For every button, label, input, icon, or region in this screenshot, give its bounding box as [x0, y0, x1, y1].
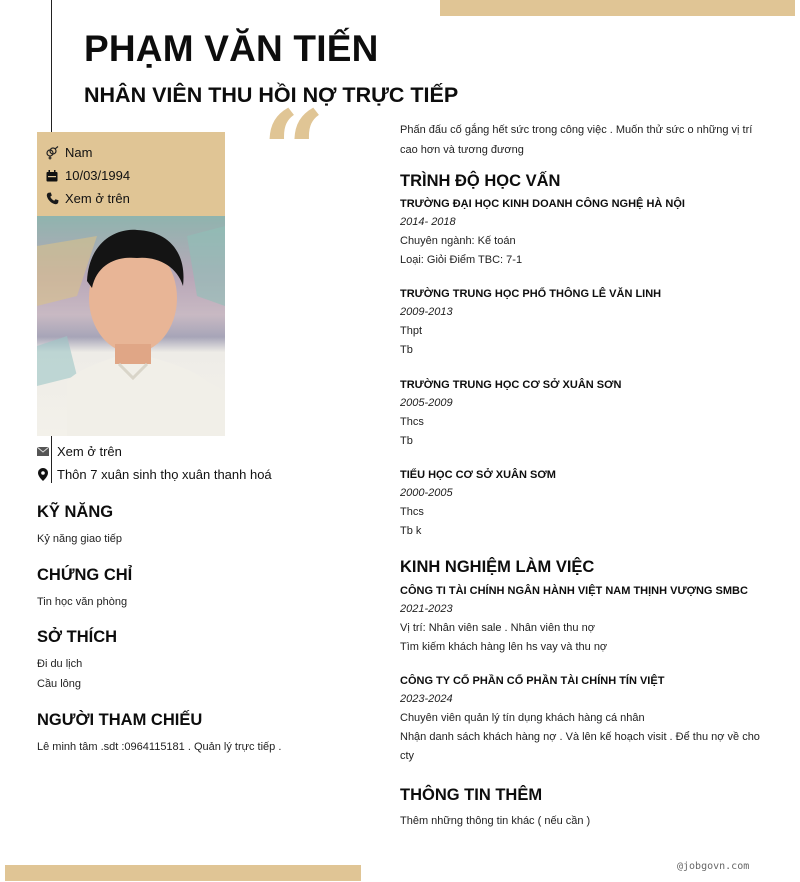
school-detail: Thcs — [400, 506, 424, 518]
job-detail: Vị trí: Nhân viên sale . Nhân viên thu nợ — [400, 622, 595, 634]
job-years: 2021-2023 — [400, 603, 453, 615]
calendar-icon — [45, 169, 59, 183]
skills-section — [37, 503, 122, 545]
education-title: TRÌNH ĐỘ HỌC VẤN — [400, 172, 561, 190]
school-name: TRƯỜNG TRUNG HỌC PHỔ THÔNG LÊ VĂN LINH — [400, 288, 662, 300]
vertical-divider-top — [51, 0, 52, 132]
experience-section — [400, 558, 770, 577]
gender-row — [45, 145, 92, 160]
gender-icon — [45, 146, 59, 160]
education-item — [400, 469, 770, 537]
school-name: TRƯỜNG ĐẠI HỌC KINH DOANH CÔNG NGHỆ HÀ NỘI — [400, 198, 685, 210]
email-row — [37, 444, 122, 459]
gender-value: Nam — [65, 145, 93, 160]
job-detail: Tìm kiếm khách hàng lên hs vay và thu nợ — [400, 641, 608, 653]
email-value: Xem ở trên — [57, 444, 122, 459]
school-detail: Thcs — [400, 416, 424, 428]
school-name: TRƯỜNG TRUNG HỌC CƠ SỞ XUÂN SƠN — [400, 379, 622, 391]
school-years: 2000-2005 — [400, 487, 453, 499]
school-detail: Chuyên ngành: Kế toán — [400, 235, 516, 247]
experience-title: KINH NGHIỆM LÀM VIỆC — [400, 558, 595, 576]
job-title: NHÂN VIÊN THU HỒI NỢ TRỰC TIẾP — [84, 83, 459, 107]
location-pin-icon — [37, 469, 49, 481]
objective — [400, 120, 770, 160]
phone-row — [45, 191, 130, 206]
hobby-item: Cầu lông — [37, 678, 82, 690]
hobbies-title: SỞ THÍCH — [37, 628, 118, 646]
job-detail: Chuyên viên quản lý tín dụng khách hàng cá nhân — [400, 712, 645, 724]
additional-section — [400, 786, 770, 827]
company-name: CÔNG TI TÀI CHÍNH NGÂN HÀNH VIỆT NAM THỊNH VƯỢNG SMBC — [400, 585, 748, 597]
quote-icon: “ — [262, 86, 326, 215]
birthday-value: 10/03/1994 — [65, 168, 131, 183]
job-years: 2023-2024 — [400, 693, 453, 705]
top-accent-bar — [440, 0, 795, 16]
certificates-title: CHỨNG CHỈ — [37, 566, 133, 584]
bottom-accent-bar — [5, 865, 361, 881]
watermark: @jobgovn.com — [677, 861, 750, 872]
address-value: Thôn 7 xuân sinh thọ xuân thanh hoá — [57, 467, 272, 482]
education-item — [400, 288, 770, 356]
education-item — [400, 379, 770, 447]
school-detail: Tb k — [400, 525, 422, 537]
address-row — [37, 467, 272, 482]
school-years: 2005-2009 — [400, 397, 453, 409]
education-section — [400, 172, 770, 191]
hobbies-section — [37, 628, 117, 690]
experience-item — [400, 585, 770, 653]
objective-line-2: cao hơn và tương đương — [400, 144, 524, 156]
objective-line-1: Phấn đấu cố gắng hết sức trong công việc . Muốn thử sức o những vị trí — [400, 124, 753, 136]
additional-title: THÔNG TIN THÊM — [400, 786, 543, 804]
experience-item — [400, 675, 770, 762]
job-detail: cty — [400, 750, 415, 762]
school-detail: Loại: Giỏi Điểm TBC: 7-1 — [400, 254, 523, 266]
certificate-item: Tin học văn phòng — [37, 596, 128, 608]
skill-item: Kỷ năng giao tiếp — [37, 533, 123, 545]
profile-photo — [37, 216, 225, 436]
school-years: 2014- 2018 — [400, 216, 456, 228]
phone-value: Xem ở trên — [65, 191, 130, 206]
school-years: 2009-2013 — [400, 306, 453, 318]
personal-info-box — [37, 132, 225, 216]
job-detail: Nhận danh sách khách hàng nợ . Và lên kế hoạch visit . Để thu nợ về cho — [400, 731, 760, 743]
school-detail: Thpt — [400, 325, 423, 337]
company-name: CÔNG TY CỐ PHẦN CỐ PHẦN TÀI CHÍNH TÍN VIỆT — [400, 675, 665, 687]
hobby-item: Đi du lịch — [37, 658, 83, 670]
certificates-section — [37, 566, 132, 608]
school-detail: Tb — [400, 344, 413, 356]
references-title: NGƯỜI THAM CHIẾU — [37, 711, 203, 729]
references-section — [37, 711, 281, 753]
education-item — [400, 198, 770, 266]
additional-text: Thêm những thông tin khác ( nếu cần ) — [400, 815, 591, 827]
envelope-icon — [37, 446, 49, 458]
candidate-name: PHẠM VĂN TIẾN — [84, 28, 379, 69]
birthday-row — [45, 168, 130, 183]
reference-item: Lê minh tâm .sdt :0964115181 . Quản lý trực tiếp . — [37, 741, 282, 753]
school-name: TIỂU HỌC CƠ SỞ XUÂN SƠM — [400, 469, 556, 481]
school-detail: Tb — [400, 435, 413, 447]
phone-icon — [45, 192, 59, 206]
skills-title: KỸ NĂNG — [37, 503, 114, 521]
